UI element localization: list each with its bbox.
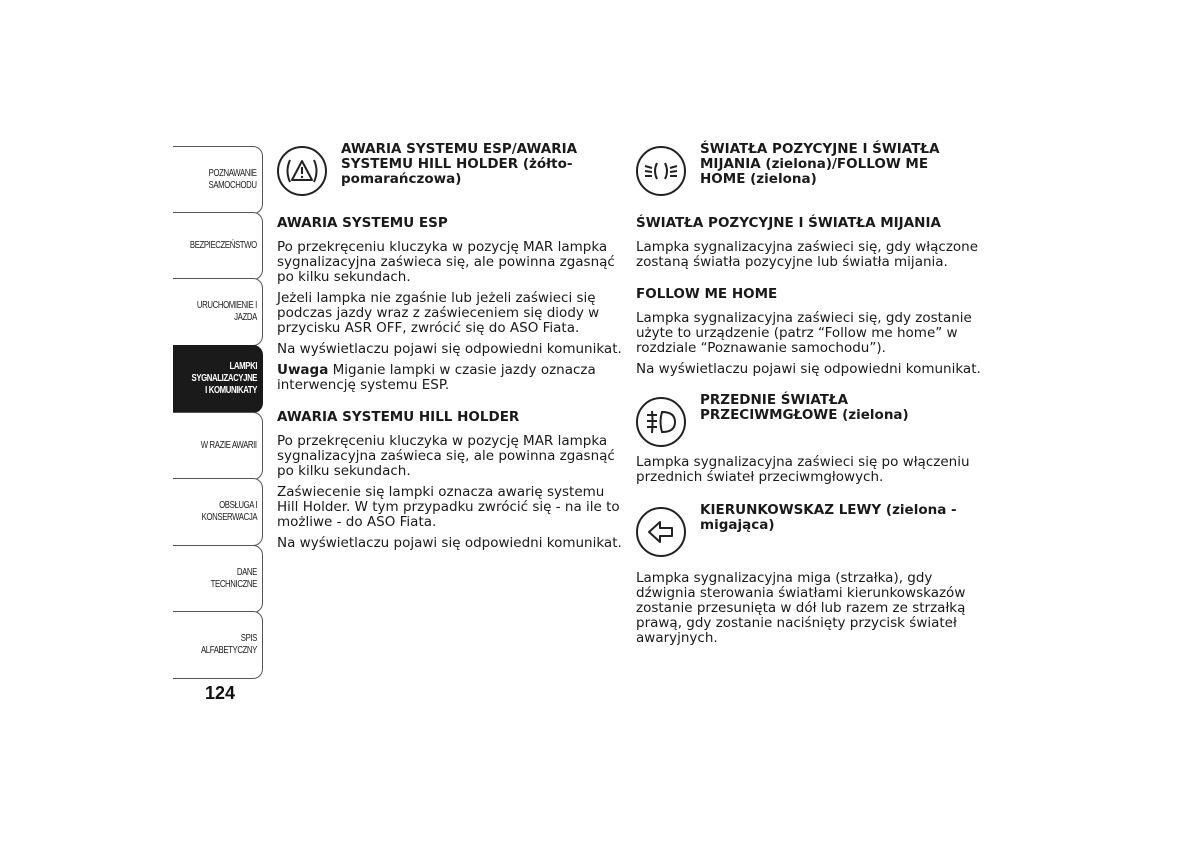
tab-label: URUCHOMIENIE I JAZDA: [197, 300, 257, 323]
tab-w-razie-awarii[interactable]: [173, 412, 263, 480]
low-beam-icon-title: ŚWIATŁA POZYCYJNE I ŚWIATŁA MIJANIA (zielona)/FOLLOW ME HOME (zielona): [700, 141, 940, 187]
tab-lampki-sygnalizacyjne[interactable]: [173, 345, 263, 413]
tab-label: DANE TECHNICZNE: [210, 567, 257, 590]
fog-lights-header: [636, 391, 981, 447]
tab-poznawanie-samochodu[interactable]: [173, 146, 263, 214]
low-beam-paragraph: Lampka sygnalizacyjna zaświeci się, gdy włączone zostaną światła pozycyjne lub światła mijania.: [636, 239, 979, 270]
fog-lights-icon-title: PRZEDNIE ŚWIATŁA PRZECIWMGŁOWE (zielona): [700, 392, 909, 423]
low-beam-header: [636, 140, 981, 196]
follow-me-home-paragraph-1: Lampka sygnalizacyjna zaświeci się, gdy zostanie użyte to urządzenie (patrz “Follow me home” w rozdziale “Poznawanie samochodu”).: [636, 310, 972, 356]
hill-holder-paragraph-1: Po przekręceniu kluczyka w pozycję MAR lampka sygnalizacyjna zaświeca się, ale powinna zgasnąć po kilku sekundach.: [277, 433, 615, 479]
note-text: Miganie lampki w czasie jazdy oznacza interwencję systemu ESP.: [277, 362, 596, 393]
tab-dane-techniczne[interactable]: [173, 545, 263, 613]
tab-label: W RAZIE AWARII: [201, 440, 257, 451]
tab-obsluga-i-konserwacja[interactable]: [173, 478, 263, 546]
esp-note: [277, 363, 622, 393]
esp-heading: AWARIA SYSTEMU ESP: [277, 215, 448, 231]
left-turn-paragraph: Lampka sygnalizacyjna miga (strzałka), gdy dźwignia sterowania światłami kierunkowskazów zostanie przesunięta w dół lub razem ze strzałką prawą, gdy zostanie naciśnięty przycisk świateł awaryjnych.: [636, 570, 966, 646]
low-beam-icon: [636, 146, 686, 196]
esp-warning-icon: [277, 146, 327, 196]
left-column: [277, 140, 622, 551]
low-beam-heading: ŚWIATŁA POZYCYJNE I ŚWIATŁA MIJANIA: [636, 215, 941, 231]
tab-spis-alfabetyczny[interactable]: [173, 611, 263, 679]
esp-warning-header: [277, 140, 622, 196]
note-label: Uwaga: [277, 362, 329, 378]
esp-paragraph-3: Na wyświetlaczu pojawi się odpowiedni komunikat.: [277, 341, 622, 357]
tab-label: LAMPKI SYGNALIZACYJNE I KOMUNIKATY: [191, 361, 257, 396]
left-turn-icon-title: KIERUNKOWSKAZ LEWY (zielona - migająca): [700, 502, 957, 533]
tab-label: SPIS ALFABETYCZNY: [200, 633, 257, 656]
left-turn-header: [636, 501, 981, 557]
follow-me-home-paragraph-2: Na wyświetlaczu pojawi się odpowiedni komunikat.: [636, 361, 981, 377]
page-number: 124: [205, 683, 236, 703]
right-column: [636, 140, 981, 646]
fog-lights-paragraph: Lampka sygnalizacyjna zaświeci się po włączeniu przednich świateł przeciwmgłowych.: [636, 454, 970, 485]
follow-me-home-heading: FOLLOW ME HOME: [636, 286, 778, 302]
tab-label: POZNAWANIE SAMOCHODU: [208, 168, 257, 191]
esp-paragraph-1: Po przekręceniu kluczyka w pozycję MAR lampka sygnalizacyjna zaświeca się, ale powinna zgasnąć po kilku sekundach.: [277, 239, 615, 285]
tab-label: OBSŁUGA I KONSERWACJA: [201, 500, 257, 523]
hill-holder-paragraph-3: Na wyświetlaczu pojawi się odpowiedni komunikat.: [277, 535, 622, 551]
hill-holder-heading: AWARIA SYSTEMU HILL HOLDER: [277, 409, 520, 425]
tab-bezpieczenstwo[interactable]: [173, 212, 263, 280]
esp-paragraph-2: Jeżeli lampka nie zgaśnie lub jeżeli zaświeci się podczas jazdy wraz z zaświeceniem się diody w przycisku ASR OFF, zwrócić się do ASO Fiata.: [277, 290, 600, 336]
left-turn-arrow-icon: [636, 507, 686, 557]
tab-uruchomienie-i-jazda[interactable]: [173, 278, 263, 346]
esp-icon-title: AWARIA SYSTEMU ESP/AWARIA SYSTEMU HILL HOLDER (żółto-pomarańczowa): [341, 141, 578, 187]
tab-label: BEZPIECZEŃSTWO: [190, 240, 257, 251]
hill-holder-paragraph-2: Zaświecenie się lampki oznacza awarię systemu Hill Holder. W tym przypadku zwrócić się - na ile to możliwe - do ASO Fiata.: [277, 484, 620, 530]
front-fog-light-icon: [636, 397, 686, 447]
